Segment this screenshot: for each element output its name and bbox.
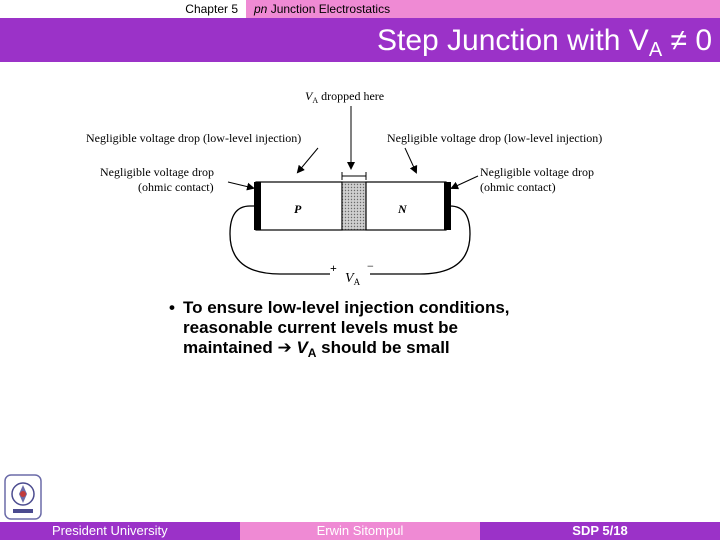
university-seal-icon xyxy=(4,474,42,520)
neg-right-arrow xyxy=(405,148,416,172)
title-end: 0 xyxy=(695,24,712,57)
va-source-sub: A xyxy=(353,277,361,287)
footer-university: President University xyxy=(0,522,240,540)
title-neq: ≠ xyxy=(670,24,687,57)
pn-junction-diagram xyxy=(80,84,650,294)
plus-sign: + xyxy=(330,261,337,275)
topic-italic: pn xyxy=(254,2,268,16)
topic-rest: Junction Electrostatics xyxy=(267,2,391,16)
minus-sign: − xyxy=(367,259,374,273)
title-bar xyxy=(0,18,720,62)
arrow-icon: ➔ xyxy=(277,338,292,357)
title-main: Step Junction with V xyxy=(376,24,649,57)
va-dropped-v: V xyxy=(305,89,313,103)
n-region-label: N xyxy=(398,202,407,216)
ohmic-right-line1: Negligible voltage drop xyxy=(480,165,594,179)
ohmic-left-line2: (ohmic contact) xyxy=(138,180,214,194)
ohmic-right-arrow xyxy=(452,176,478,188)
title-sub: A xyxy=(648,39,663,61)
va-source-v: V xyxy=(345,271,354,286)
bullet-point xyxy=(169,298,612,363)
footer-author: Erwin Sitompul xyxy=(240,522,480,540)
va-dropped-rest: dropped here xyxy=(318,89,385,103)
depletion-region xyxy=(342,182,366,230)
bullet-line-1: To ensure low-level injection conditions, xyxy=(183,298,510,317)
ohmic-left-arrow xyxy=(228,182,253,188)
va-dropped-label xyxy=(305,89,384,105)
bullet-line3-pre: maintained xyxy=(183,338,278,357)
neg-drop-left-label: Negligible voltage drop (low-level injection) xyxy=(86,131,302,145)
p-region-label: P xyxy=(294,202,302,216)
bullet-line3-sub: A xyxy=(307,346,317,360)
bullet-line3-post: should be small xyxy=(316,338,450,357)
right-contact xyxy=(444,182,451,230)
bullet-line-3 xyxy=(183,338,612,363)
va-dropped-sub: A xyxy=(312,96,319,105)
footer-slide-number: SDP 5/18 xyxy=(480,522,720,540)
slide-title xyxy=(377,22,712,69)
ohmic-right-line2: (ohmic contact) xyxy=(480,180,556,194)
ohmic-left-line1: Negligible voltage drop xyxy=(100,165,214,179)
bullet-dot: • xyxy=(169,298,175,317)
chapter-topic xyxy=(246,0,720,18)
chapter-label: Chapter 5 xyxy=(0,0,244,18)
neg-drop-right-label: Negligible voltage drop (low-level injection) xyxy=(387,131,603,145)
va-source-label xyxy=(345,271,361,287)
bullet-line-2: reasonable current levels must be xyxy=(183,318,458,337)
neg-left-arrow xyxy=(298,148,318,172)
bullet-line3-v: V xyxy=(291,338,308,357)
